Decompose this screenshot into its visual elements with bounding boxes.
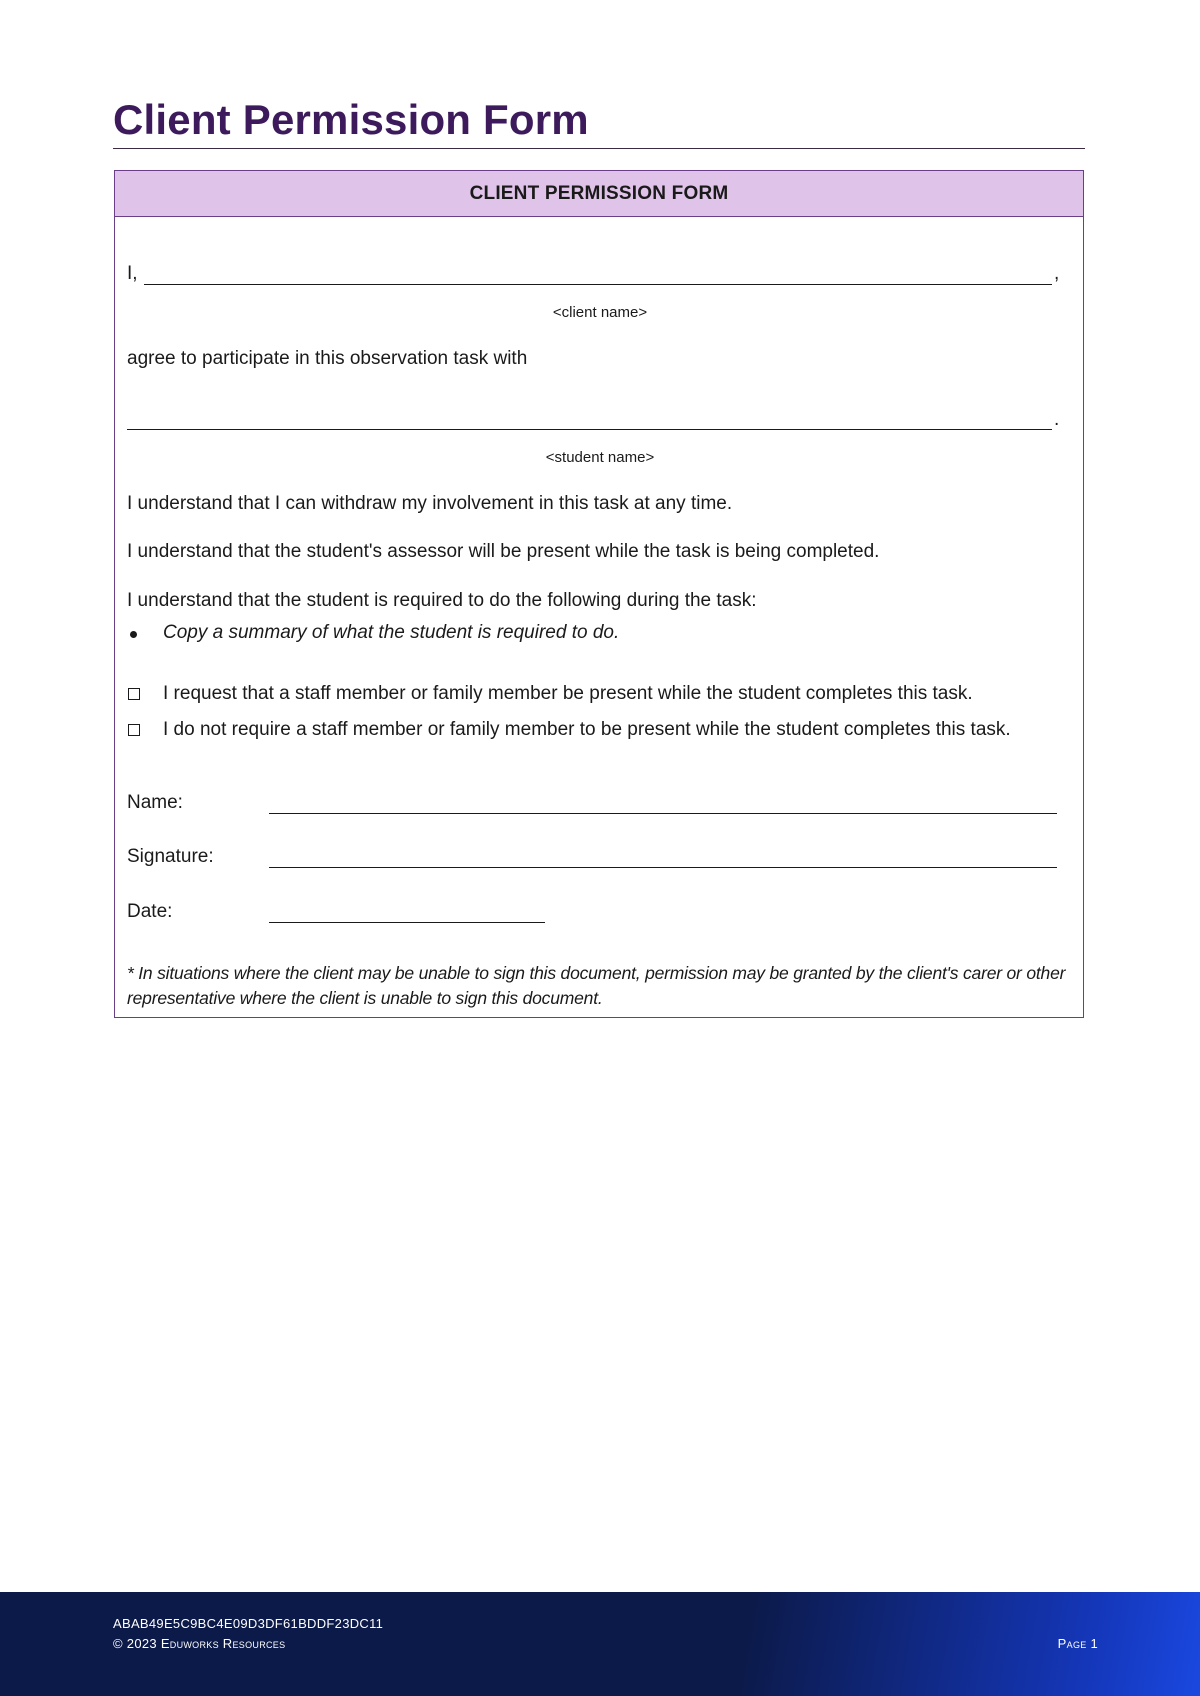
student-name-caption: <student name> [545, 449, 655, 466]
client-suffix: , [1054, 263, 1060, 284]
footnote: * In situations where the client may be unable to sign this document, permission may be granted by the client's carer or other representative where the client is unable to sign this document. [127, 963, 1066, 1008]
signature-field[interactable] [269, 867, 1057, 868]
page-number: Page 1 [1057, 1636, 1098, 1651]
request-present-checkbox[interactable] [128, 688, 140, 700]
client-name-caption: <client name> [552, 304, 648, 321]
title-divider [113, 148, 1085, 149]
form-header: CLIENT PERMISSION FORM [115, 171, 1083, 217]
name-field[interactable] [269, 813, 1057, 814]
request-present-label: I request that a staff member or family member be present while the student completes this task. [163, 683, 973, 704]
document-title: Client Permission Form [113, 96, 589, 143]
task-summary-item: Copy a summary of what the student is required to do. [163, 622, 620, 643]
bullet-icon [130, 631, 137, 638]
statement-assessor: I understand that the student's assessor will be present while the task is being completed. [127, 541, 880, 562]
client-prefix: I, [127, 263, 138, 284]
page-footer [0, 1592, 1200, 1696]
statement-required: I understand that the student is required to do the following during the task: [127, 590, 757, 611]
student-name-field[interactable] [127, 429, 1052, 430]
not-require-label: I do not require a staff member or family member to be present while the student completes this task. [163, 719, 1011, 740]
not-require-checkbox[interactable] [128, 724, 140, 736]
copyright: © 2023 Eduworks Resources [113, 1636, 286, 1651]
name-label: Name: [127, 792, 183, 813]
permission-form [114, 170, 1084, 1018]
document-id: ABAB49E5C9BC4E09D3DF61BDDF23DC11 [113, 1616, 384, 1631]
date-field[interactable] [269, 922, 545, 923]
student-suffix: . [1054, 409, 1060, 430]
client-name-field[interactable] [144, 284, 1052, 285]
statement-withdraw: I understand that I can withdraw my involvement in this task at any time. [127, 493, 733, 514]
signature-label: Signature: [127, 846, 214, 867]
agree-statement: agree to participate in this observation task with [127, 348, 528, 369]
date-label: Date: [127, 901, 173, 922]
